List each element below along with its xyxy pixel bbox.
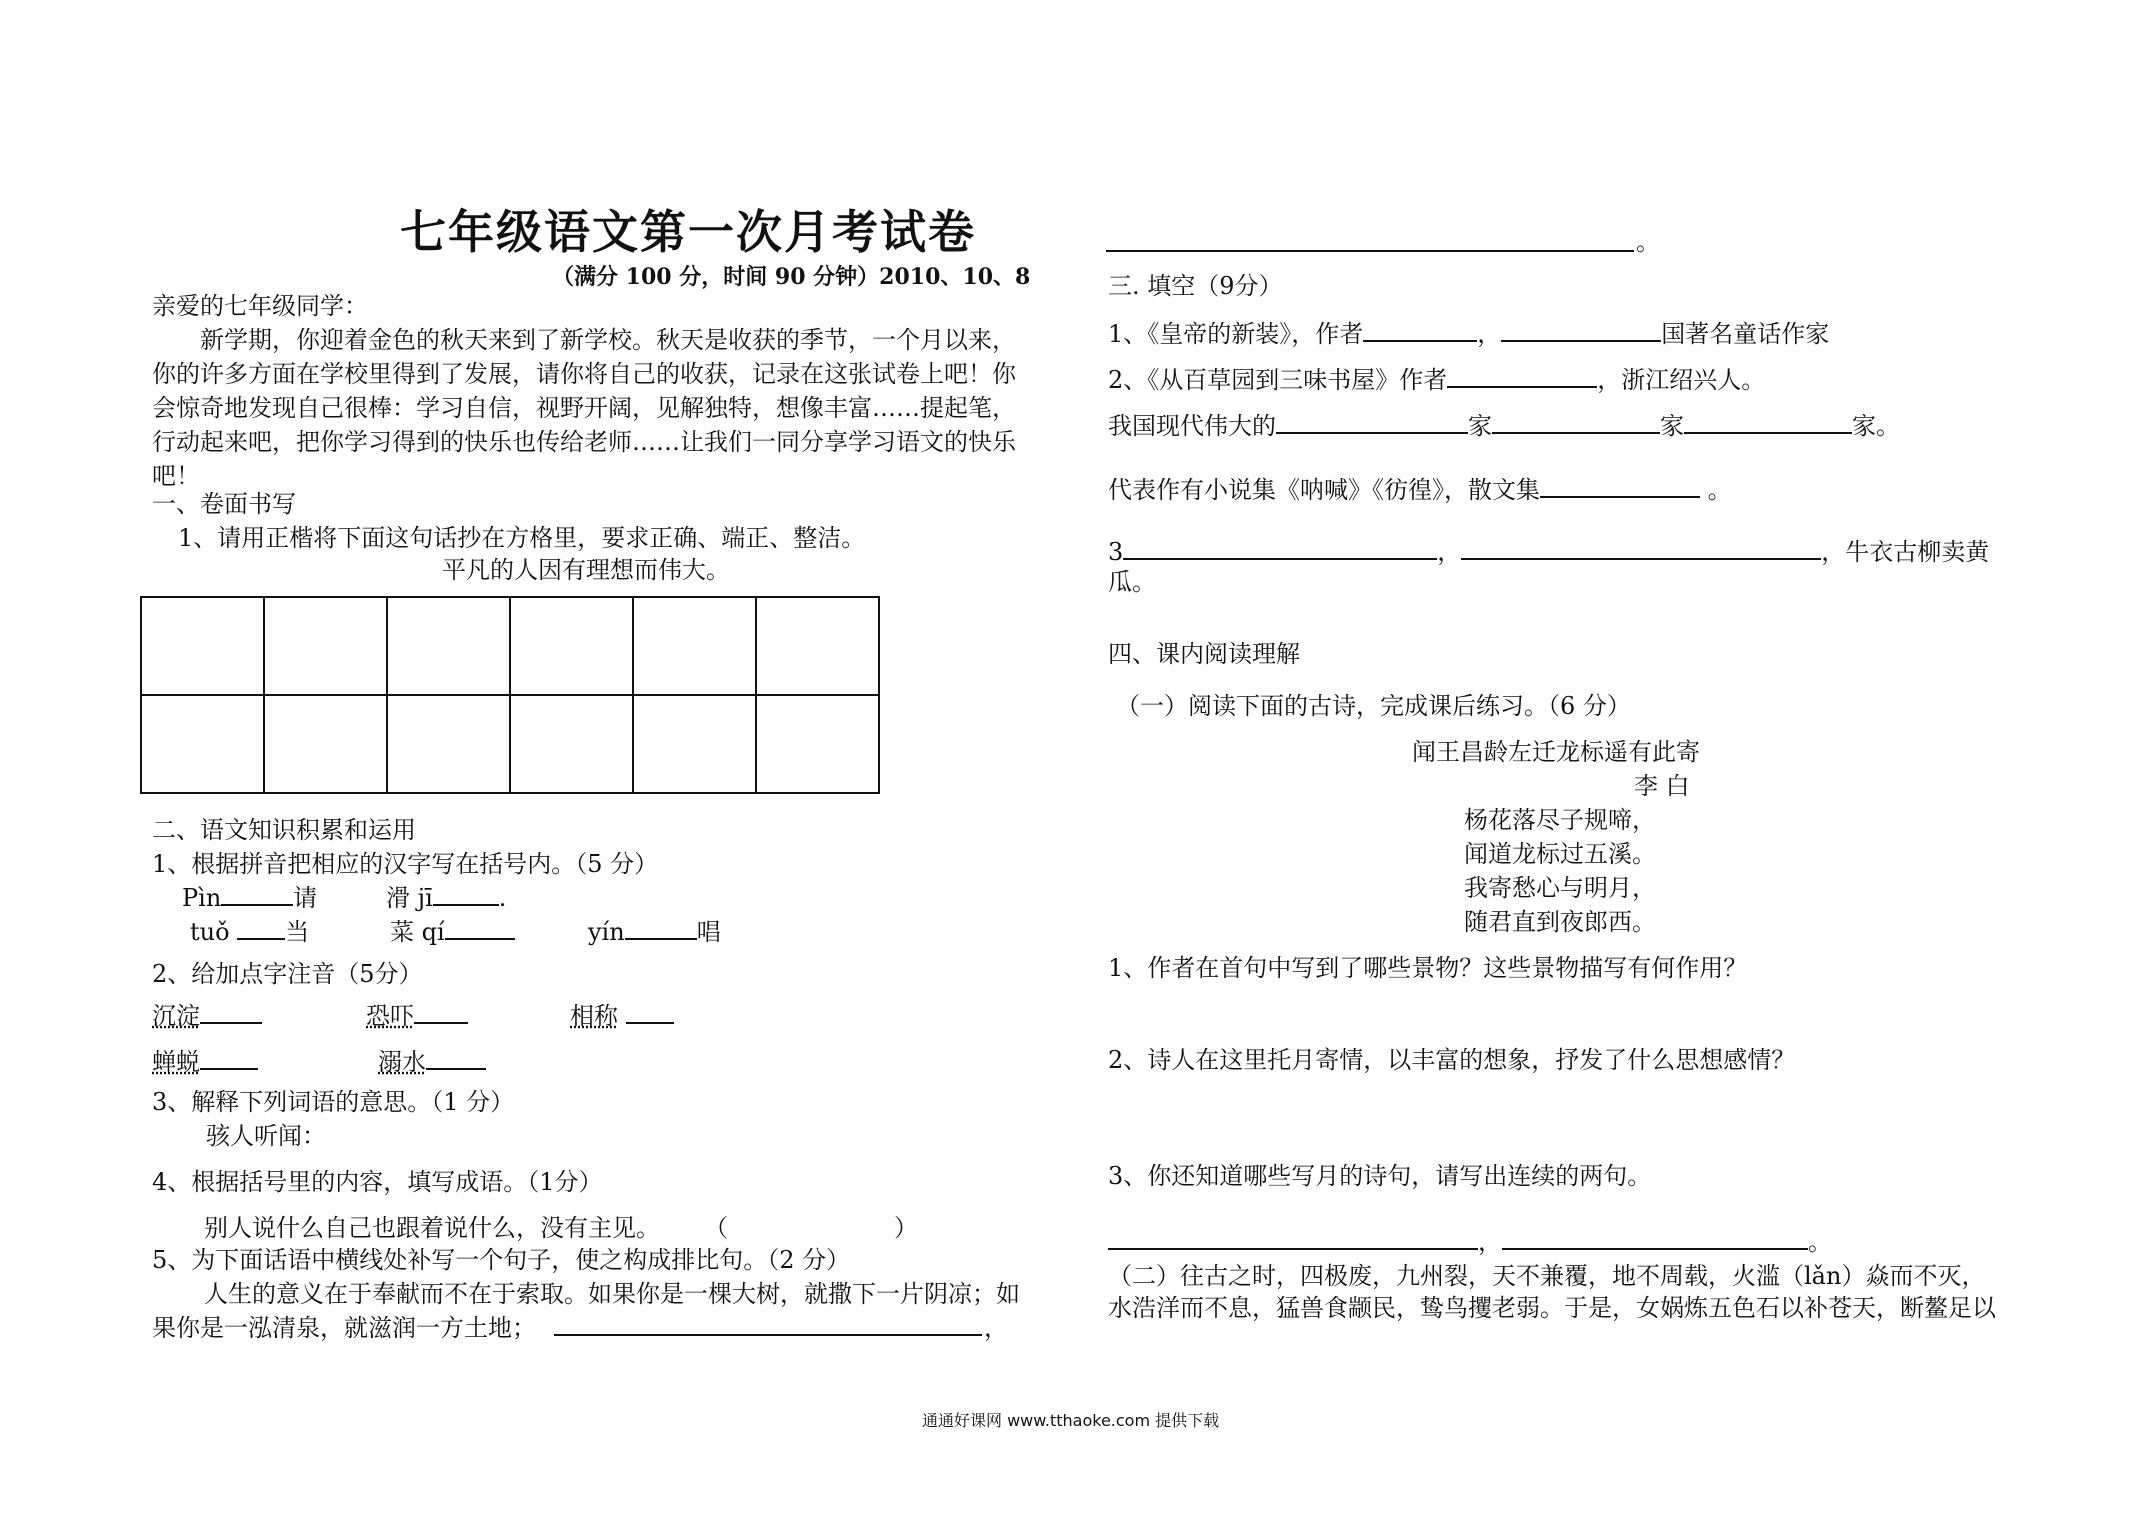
fill-q3: 3 ， ，牛衣古柳卖黄 [1108, 538, 1990, 566]
answer-blank[interactable] [433, 882, 499, 906]
paren-close: ） [894, 1214, 918, 1242]
grid-cell[interactable] [141, 695, 264, 793]
intro-line: 会惊奇地发现自己很棒：学习自信，视野开阔，见解独特，想像丰富……提起笔， [152, 394, 1016, 422]
answer-blank[interactable] [1108, 1226, 1478, 1250]
answer-blank[interactable] [445, 916, 515, 940]
paren-open: （ [704, 1214, 728, 1242]
answer-blank[interactable] [1276, 410, 1468, 434]
copy-sentence: 平凡的人因有理想而伟大。 [442, 556, 730, 584]
intro-line: 行动起来吧，把你学习得到的快乐也传给老师……让我们一同分享学习语文的快乐 [152, 428, 1016, 456]
reading-q2: 2、诗人在这里托月寄情，以丰富的想象，抒发了什么思想感情？ [1108, 1046, 1796, 1074]
word-definition: 骇人听闻： [206, 1122, 326, 1150]
poem-title: 闻王昌龄左迁龙标遥有此寄 [1412, 738, 1700, 766]
reading-q3: 3、你还知道哪些写月的诗句，请写出连续的两句。 [1108, 1162, 1652, 1190]
q2-5-text: 果你是一泓清泉，就滋润一方土地； [152, 1314, 536, 1342]
answer-blank[interactable] [626, 1000, 674, 1024]
grid-cell[interactable] [387, 597, 510, 695]
answer-blank[interactable] [200, 1046, 258, 1070]
answer-blank[interactable] [554, 1334, 982, 1336]
exam-subtitle: （满分 100 分，时间 90 分钟）2010、10、8 [552, 264, 1031, 290]
fill-q1: 1、《皇帝的新装》，作者 ， 国著名童话作家 [1108, 320, 1830, 348]
answer-blank[interactable] [625, 916, 697, 940]
answer-blank[interactable] [1123, 536, 1437, 560]
zhuyin-item: 沉淀 [152, 1000, 262, 1030]
pinyin-item: tuǒ 当 [190, 918, 310, 946]
reading-q3-answer: ， 。 [1108, 1226, 1832, 1256]
writing-grid[interactable] [140, 596, 880, 794]
answer-blank[interactable] [1501, 318, 1661, 342]
fill-q2: 2、《从百草园到三味书屋》作者 ，浙江绍兴人。 [1108, 366, 1766, 394]
greeting: 亲爱的七年级同学： [152, 292, 368, 320]
answer-blank[interactable] [221, 882, 293, 906]
grid-cell[interactable] [510, 695, 633, 793]
grid-cell[interactable] [264, 597, 387, 695]
answer-blank[interactable] [1363, 318, 1477, 342]
section-4-title: 四、课内阅读理解 [1108, 640, 1300, 668]
continuation-end: 。 [1636, 228, 1660, 256]
section-1-title: 一、卷面书写 [152, 490, 296, 518]
pinyin-item: Pìn 请 [182, 884, 318, 912]
poem-author: 李 白 [1634, 772, 1690, 800]
zhuyin-item: 相称 [570, 1000, 674, 1030]
question-2-1: 1、根据拼音把相应的汉字写在括号内。（5 分） [152, 850, 659, 878]
grid-cell[interactable] [387, 695, 510, 793]
grid-cell[interactable] [141, 597, 264, 695]
reading-part-2: （二）往古之时，四极废，九州裂，天不兼覆，地不周载，火滥（lǎn）焱而不灭， [1108, 1262, 1986, 1290]
answer-blank[interactable] [237, 916, 285, 940]
reading-part-1: （一）阅读下面的古诗，完成课后练习。（6 分） [1116, 692, 1631, 720]
zhuyin-item: 恐吓 [366, 1000, 468, 1030]
answer-blank[interactable] [200, 1000, 262, 1024]
intro-line: 吧！ [152, 462, 200, 490]
section-3-title: 三. 填空（9分） [1108, 272, 1283, 300]
poem-line: 我寄愁心与明月， [1464, 874, 1656, 902]
grid-cell[interactable] [510, 597, 633, 695]
section-2-title: 二、语文知识积累和运用 [152, 816, 416, 844]
answer-blank[interactable] [1502, 1226, 1808, 1250]
question-2-5: 5、为下面话语中横线处补写一个句子，使之构成排比句。（2 分） [152, 1246, 851, 1274]
answer-blank[interactable] [1106, 250, 1634, 252]
answer-blank[interactable] [1492, 410, 1660, 434]
answer-blank[interactable] [414, 1000, 468, 1024]
poem-line: 随君直到夜郎西。 [1464, 908, 1656, 936]
poem-line: 闻道龙标过五溪。 [1464, 840, 1656, 868]
question-1-1: 1、请用正楷将下面这句话抄在方格里，要求正确、端正、整洁。 [178, 524, 866, 552]
grid-cell[interactable] [633, 695, 756, 793]
zhuyin-item: 蝉蜕 [152, 1046, 258, 1076]
grid-cell[interactable] [756, 597, 879, 695]
answer-blank[interactable] [1461, 536, 1821, 560]
poem-line: 杨花落尽子规啼， [1464, 806, 1656, 834]
question-2-4: 4、根据括号里的内容，填写成语。（1分） [152, 1168, 603, 1196]
fill-q2-line2: 我国现代伟大的 家 家 家。 [1108, 412, 1900, 440]
grid-cell[interactable] [756, 695, 879, 793]
fill-q2-line3: 代表作有小说集《呐喊》《彷徨》，散文集 。 [1108, 476, 1732, 504]
pinyin-item: 菜 qí [390, 916, 515, 946]
intro-line: 你的许多方面在学校里得到了发展，请你将自己的收获，记录在这张试卷上吧！你 [152, 360, 1016, 388]
answer-blank[interactable] [1447, 364, 1597, 388]
answer-blank[interactable] [426, 1046, 486, 1070]
answer-blank[interactable] [1540, 474, 1700, 498]
idiom-prompt: 别人说什么自己也跟着说什么，没有主见。 [204, 1214, 660, 1242]
zhuyin-item: 溺水 [378, 1046, 486, 1076]
question-2-2: 2、给加点字注音（5分） [152, 960, 423, 988]
grid-cell[interactable] [264, 695, 387, 793]
question-2-3: 3、解释下列词语的意思。（1 分） [152, 1088, 515, 1116]
intro-line: 新学期，你迎着金色的秋天来到了新学校。秋天是收获的季节，一个月以来， [200, 326, 1016, 354]
q2-5-end: ， [984, 1314, 1008, 1342]
footer-credit: 通通好课网 www.tthaoke.com 提供下载 [922, 1411, 1220, 1430]
pinyin-item: yín 唱 [588, 918, 721, 946]
q2-5-text: 人生的意义在于奉献而不在于索取。如果你是一棵大树，就撒下一片阴凉；如 [204, 1280, 1020, 1308]
answer-blank[interactable] [1684, 410, 1852, 434]
reading-part-2: 水浩洋而不息，猛兽食颛民，鸷鸟攫老弱。于是，女娲炼五色石以补苍天，断鳌足以 [1108, 1294, 1996, 1322]
page-title: 七年级语文第一次月考试卷 [400, 205, 976, 259]
fill-q3-end: 瓜。 [1108, 568, 1156, 596]
pinyin-item: 滑 jī . [386, 884, 507, 912]
grid-cell[interactable] [633, 597, 756, 695]
reading-q1: 1、作者在首句中写到了哪些景物？这些景物描写有何作用？ [1108, 954, 1748, 982]
